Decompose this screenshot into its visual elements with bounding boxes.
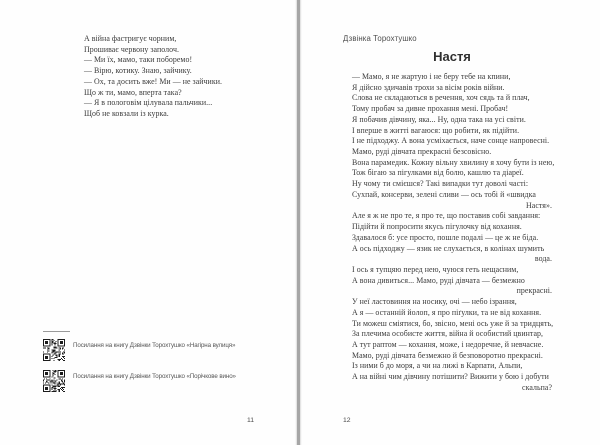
poem-line: За плечима особисте життя, війна й особистий цвинтар, — [352, 329, 544, 339]
poem-line: Сухпай, консерви, зелені сливи — ось тобі й «швидка — [352, 189, 536, 199]
page-number-left: 11 — [247, 417, 255, 424]
poem-line: Ну чому ти смієшся? Такі випадки тут доволі часті: — [352, 179, 529, 189]
poem-line: Але я ж не про те, я про те, що поставив собі завдання: — [352, 211, 541, 221]
poem-line: І ось я тупцяю перед нею, чуюся геть нещасним, — [352, 264, 519, 274]
poem-line: Що ж ти, мамо, вперта така? — [84, 87, 182, 97]
poem-line: А я — останній йолоп, я про піґулки, та не від кохання. — [352, 307, 542, 317]
poem-line: Ти можеш сміятися, бо, звісно, мені ось уже й за тридцять, — [352, 318, 554, 328]
poem-line: Підійти й попросити якусь пігулочку від кохання. — [352, 222, 522, 232]
poem-line: Мамо, руді дівчата прекрасні безсовісно. — [352, 147, 492, 157]
poem-line: Тож бігаю за пігулками від болю, кашлю та діареї. — [352, 168, 524, 178]
poem-line: — Мамо, я не жартую і не беру тебе на кпини, — [352, 72, 511, 81]
poem-line: А ось підходжу — язик не слухається, в колінах шумить — [352, 243, 545, 253]
running-header-author: Дзвінка Торохтушко — [343, 34, 417, 43]
qr-caption: Посилання на книгу Дзвінки Торохтушко «Порічкове вино» — [73, 373, 236, 380]
poem-line: Вона парамедик. Кожну вільну хвилину я хочу бути із нею, — [352, 157, 555, 167]
qr-caption: Посилання на книгу Дзвінки Торохтушко «Нагірна вулиця» — [73, 342, 236, 349]
poem-line: — Ох, та досить вже! Ми — не зайчики. — [84, 76, 223, 86]
poem-line: Тому пробач за дивне прохання мені. Пробач! — [352, 104, 509, 114]
poem-line: А війна фастригує чорним, — [84, 34, 177, 43]
poem-line: А на війні чим дівчину потішити? Вижити у бою і добути — [352, 372, 549, 382]
poem-line: Щоб не ковзали із курка. — [84, 109, 169, 119]
poem-line: А тут раптом — кохання, може, і недоречне, й невчасне. — [352, 339, 544, 349]
poem-right — [352, 72, 555, 394]
poem-line: прекрасні. — [516, 286, 552, 296]
qr-code-icon — [43, 370, 65, 392]
poem-line: І не підходжу. А вона усміхається, наче сонце напровесні. — [352, 136, 550, 146]
poem-line: А вона дивиться... Мамо, руді дівчата — безмежно — [352, 275, 525, 285]
qr-code-icon — [43, 339, 65, 361]
poem-line: У неї ластовиння на носику, очі — небо ізрання, — [352, 297, 517, 307]
qr-link-row — [43, 370, 236, 392]
poem-line: — Вірю, котику. Знаю, зайчику. — [84, 66, 192, 76]
page-gutter — [297, 0, 300, 445]
footnote-divider — [43, 331, 70, 332]
poem-line: Слова не складаються в речення, хоч сядь та й плач, — [352, 93, 530, 103]
poem-line: Я побачив дівчину, яка... Ну, одна така на усі світи. — [352, 114, 526, 124]
page-number-right: 12 — [343, 417, 351, 424]
poem-line: Мамо, руді дівчата безмежно й безповоротно прекрасні. — [352, 350, 543, 360]
qr-link-row — [43, 339, 235, 361]
poem-line: Прошиває червону заполоч. — [84, 44, 179, 54]
poem-line: Настя». — [526, 200, 552, 210]
poem-left — [84, 34, 222, 120]
poem-line: скальпа? — [522, 382, 552, 392]
poem-line: Я дійсно здичавів трохи за вісім років війни. — [352, 82, 505, 92]
poem-line: І вперше в житті вагаюся: що робити, як підійти. — [352, 125, 520, 135]
poem-line: — Ми їх, мамо, таки поборемо! — [84, 55, 193, 65]
poem-line: вода. — [534, 254, 552, 264]
poem-title: Настя — [433, 49, 471, 64]
poem-line: Здавалося б: усе просто, пошле подалі — це ж не біда. — [352, 232, 539, 242]
poem-line: — Я в пологовім цілувала пальчики... — [84, 98, 213, 108]
poem-line: Із ними б до моря, а чи на лижі в Карпати, Альпи, — [352, 361, 523, 371]
